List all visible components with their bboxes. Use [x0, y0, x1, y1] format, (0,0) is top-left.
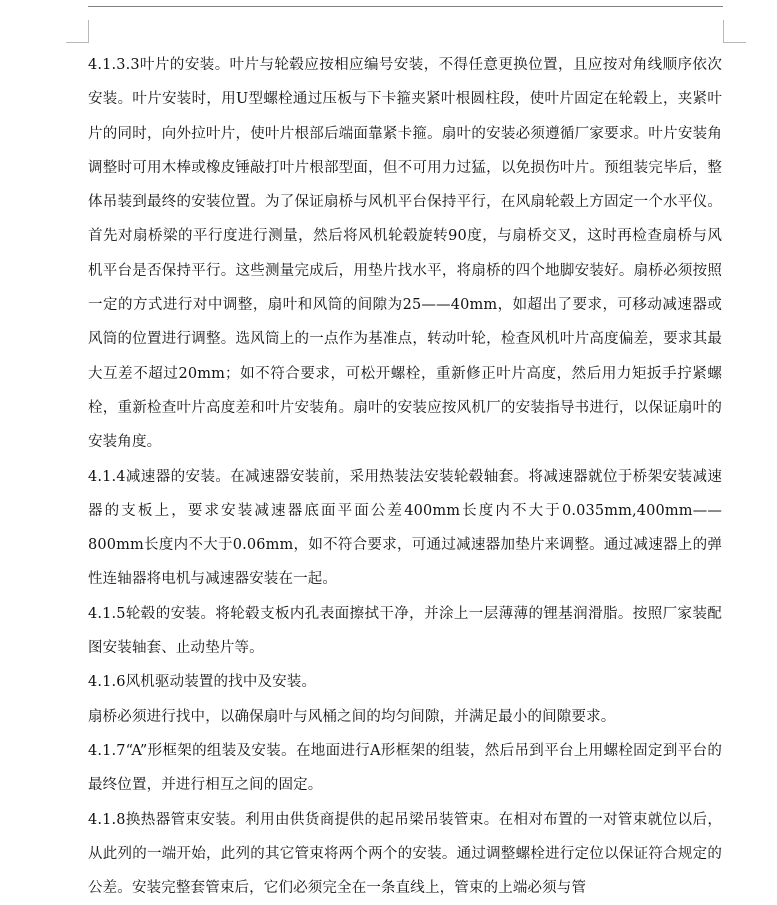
page-top-rule: [88, 6, 723, 7]
paragraph-fan-bridge-centering: 扇桥必须进行找中，以确保扇叶与风桶之间的均匀间隙，并满足最小的间隙要求。: [88, 708, 616, 725]
page-corner-mark-right: [723, 20, 746, 43]
paragraph-4-1-5-hub-installation: 4.1.5轮毂的安装。将轮毂支板内孔表面擦拭干净，并涂上一层薄薄的锂基润滑脂。按照厂家装配图安装轴套、止动垫片等。: [88, 605, 722, 657]
paragraph-4-1-8-tube-bundle-installation: 4.1.8换热器管束安装。利用由供货商提供的起吊梁吊装管束。在相对布置的一对管束就位以后，从此列的一端开始，此列的其它管束将两个两个的安装。通过调整螺栓进行定位以保证符合规定的公差。安装完整套管束后，它们必须完全在一条直线上，管束的上端必须与管: [88, 811, 722, 897]
paragraph-4-1-6-drive-alignment-heading: 4.1.6风机驱动装置的找中及安装。: [88, 674, 317, 691]
document-body: [88, 48, 722, 905]
paragraph-4-1-3-3-blade-installation: 4.1.3.3叶片的安装。叶片与轮毂应按相应编号安装，不得任意更换位置，且应按对角线顺序依次安装。叶片安装时，用U型螺栓通过压板与下卡箍夹紧叶根圆柱段，使叶片固定在轮毂上，夹紧叶片的同时，向外拉叶片，使叶片根部后端面靠紧卡箍。扇叶的安装必须遵循厂家要求。叶片安装角调整时可用木棒或橡皮锤敲打叶片根部型面，但不可用力过猛，以免损伤叶片。预组装完毕后，整体吊装到最终的安装位置。为了保证扇桥与风机平台保持平行，在风扇轮毂上方固定一个水平仪。首先对扇桥梁的平行度进行测量，然后将风机轮毂旋转90度，与扇桥交叉，这时再检查扇桥与风机平台是否保持平行。这些测量完成后，用垫片找水平，将扇桥的四个地脚安装好。扇桥必须按照一定的方式进行对中调整，扇叶和风筒的间隙为25——40mm，如超出了要求，可移动减速器或风筒的位置进行调整。选风筒上的一点作为基准点，转动叶轮，检查风机叶片高度偏差，要求其最大互差不超过20mm；如不符合要求，可松开螺栓，重新修正叶片高度，然后用力矩扳手拧紧螺栓，重新检查叶片高度差和叶片安装角。扇叶的安装应按风机厂的安装指导书进行，以保证扇叶的安装角度。: [88, 57, 722, 451]
paragraph-4-1-7-a-frame-installation: 4.1.7“A”形框架的组装及安装。在地面进行A形框架的组装，然后吊到平台上用螺栓固定到平台的最终位置，并进行相互之间的固定。: [88, 742, 722, 794]
page-corner-mark-left: [66, 20, 89, 43]
paragraph-4-1-4-reducer-installation: 4.1.4减速器的安装。在减速器安装前，采用热装法安装轮毂轴套。将减速器就位于桥架安装减速器的支板上，要求安装减速器底面平面公差400mm长度内不大于0.035mm,400mm——800mm长度内不大于0.06mm，如不符合要求，可通过减速器加垫片来调整。通过减速器上的弹性连轴器将电机与减速器安装在一起。: [88, 468, 722, 588]
